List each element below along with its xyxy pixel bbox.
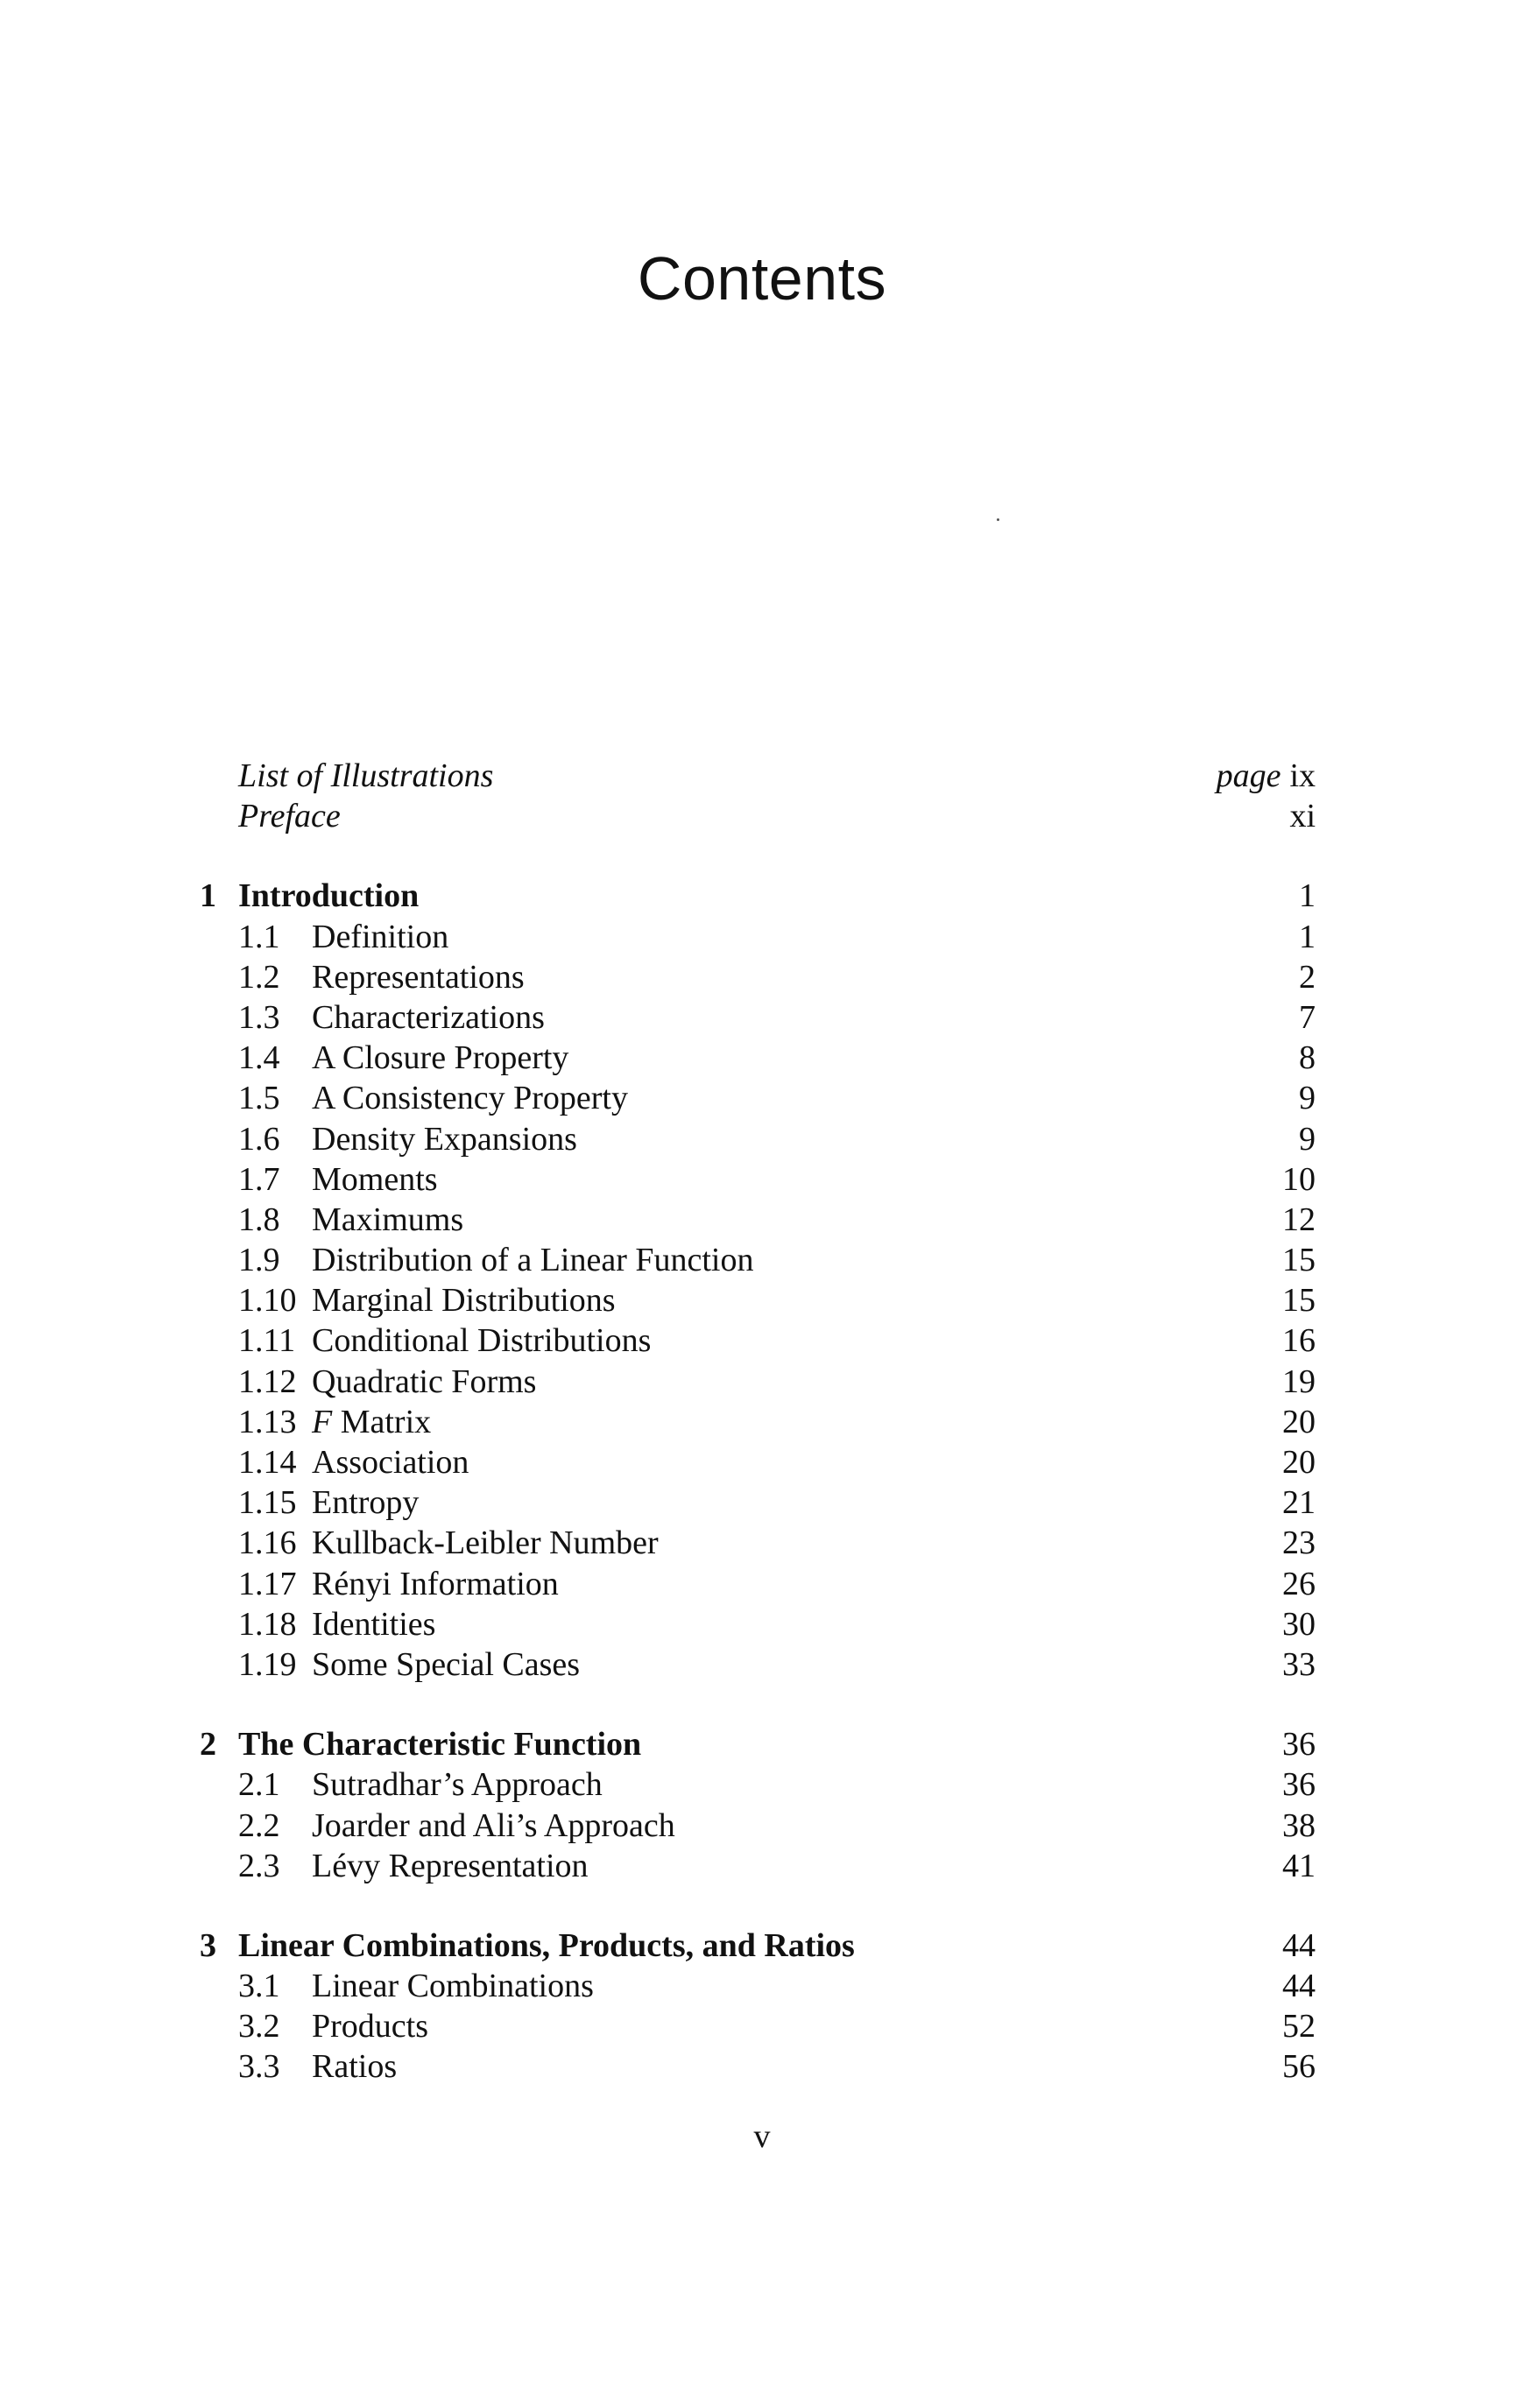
toc-section-row[interactable] <box>200 957 1316 997</box>
section-number: 1.5 <box>238 1080 280 1117</box>
section-number: 3.2 <box>238 2008 280 2045</box>
chapter-number: 3 <box>200 1926 216 1964</box>
section-page: 33 <box>1282 1645 1316 1683</box>
section-title-text: Matrix <box>340 1403 432 1440</box>
section-title: A Closure Property <box>312 1039 569 1077</box>
chapter-page: 44 <box>1282 1926 1316 1964</box>
toc-section-row[interactable] <box>200 1846 1316 1886</box>
section-number: 1.19 <box>238 1645 297 1683</box>
section-page: 38 <box>1282 1806 1316 1844</box>
section-page: 20 <box>1282 1403 1316 1440</box>
toc-front-page <box>1217 756 1316 796</box>
section-number: 1.1 <box>238 918 280 955</box>
section-page: 41 <box>1282 1847 1316 1884</box>
table-of-contents <box>200 756 1316 2088</box>
toc-section-row[interactable] <box>200 1078 1316 1118</box>
stray-dot <box>997 518 999 521</box>
section-title: Quadratic Forms <box>312 1362 537 1400</box>
toc-section-row[interactable] <box>200 1240 1316 1280</box>
section-page: 16 <box>1282 1322 1316 1360</box>
section-title: Distribution of a Linear Function <box>312 1242 754 1279</box>
toc-section-row[interactable] <box>200 1362 1316 1402</box>
section-title: Joarder and Ali’s Approach <box>312 1806 675 1844</box>
section-number: 1.12 <box>238 1362 297 1400</box>
toc-section-row[interactable] <box>200 997 1316 1038</box>
section-title: Ratios <box>312 2048 398 2086</box>
section-number: 3.3 <box>238 2048 280 2086</box>
section-page: 19 <box>1282 1362 1316 1400</box>
toc-section-row[interactable] <box>200 1644 1316 1685</box>
toc-front-label: Preface <box>238 798 341 835</box>
section-number: 1.17 <box>238 1565 297 1602</box>
section-title: Sutradhar’s Approach <box>312 1766 603 1804</box>
toc-section-row[interactable] <box>200 2046 1316 2087</box>
section-number: 2.3 <box>238 1847 280 1884</box>
section-title: Representations <box>312 958 525 996</box>
section-page: 7 <box>1299 998 1316 1036</box>
section-number: 1.18 <box>238 1605 297 1643</box>
section-number: 1.15 <box>238 1484 297 1522</box>
chapter-page: 36 <box>1282 1726 1316 1764</box>
section-number: 1.4 <box>238 1039 280 1077</box>
toc-section-row[interactable] <box>200 1764 1316 1805</box>
section-title: Lévy Representation <box>312 1847 589 1884</box>
section-number: 1.10 <box>238 1282 297 1320</box>
toc-section-row[interactable] <box>200 1564 1316 1604</box>
section-page: 21 <box>1282 1484 1316 1522</box>
section-page: 8 <box>1299 1039 1316 1077</box>
toc-section-row[interactable] <box>200 2006 1316 2046</box>
section-number: 1.13 <box>238 1403 297 1440</box>
toc-section-row[interactable] <box>200 1159 1316 1200</box>
toc-chapter-row[interactable] <box>200 1724 1316 1764</box>
toc-front-page: xi <box>1289 798 1316 835</box>
section-title: Definition <box>312 918 449 955</box>
section-page: 2 <box>1299 958 1316 996</box>
section-page: 23 <box>1282 1524 1316 1562</box>
section-page: 9 <box>1299 1120 1316 1158</box>
section-page: 52 <box>1282 2008 1316 2045</box>
section-title: Entropy <box>312 1484 420 1522</box>
section-number: 1.9 <box>238 1242 280 1279</box>
toc-section-row[interactable] <box>200 1280 1316 1320</box>
toc-section-row[interactable] <box>200 1482 1316 1523</box>
section-title: Conditional Distributions <box>312 1322 652 1360</box>
chapter-number: 1 <box>200 877 216 915</box>
chapter-title: Introduction <box>238 877 420 915</box>
section-number: 1.8 <box>238 1200 280 1238</box>
toc-section-row[interactable] <box>200 1200 1316 1240</box>
toc-section-row[interactable] <box>200 1402 1316 1442</box>
section-number: 1.6 <box>238 1120 280 1158</box>
section-title: Identities <box>312 1605 436 1643</box>
section-title: Some Special Cases <box>312 1645 581 1683</box>
section-title: Marginal Distributions <box>312 1282 616 1320</box>
section-title: Association <box>312 1444 469 1481</box>
section-number: 1.2 <box>238 958 280 996</box>
toc-section-row[interactable] <box>200 1604 1316 1644</box>
page-word: page <box>1216 757 1281 794</box>
chapter-title: The Characteristic Function <box>238 1726 642 1764</box>
page-number: ix <box>1289 757 1316 794</box>
section-title: Products <box>312 2008 428 2045</box>
section-number: 1.16 <box>238 1524 297 1562</box>
section-page: 30 <box>1282 1605 1316 1643</box>
section-page: 56 <box>1282 2048 1316 2086</box>
toc-front-row[interactable] <box>200 796 1316 836</box>
chapter-number: 2 <box>200 1726 216 1764</box>
section-page: 9 <box>1299 1080 1316 1117</box>
page-title: Contents <box>637 244 887 313</box>
section-page: 10 <box>1282 1160 1316 1198</box>
section-title-italic: F <box>312 1403 333 1440</box>
section-number: 2.2 <box>238 1806 280 1844</box>
toc-chapters <box>200 876 1316 2087</box>
section-page: 44 <box>1282 1968 1316 2005</box>
section-page: 15 <box>1282 1242 1316 1279</box>
section-page: 26 <box>1282 1565 1316 1602</box>
section-page: 36 <box>1282 1766 1316 1804</box>
section-number: 3.1 <box>238 1968 280 2005</box>
section-title: Density Expansions <box>312 1120 577 1158</box>
section-title <box>312 1402 431 1442</box>
section-number: 1.3 <box>238 998 280 1036</box>
toc-chapter-row[interactable] <box>200 1926 1316 1966</box>
toc-section-row[interactable] <box>200 1320 1316 1361</box>
section-number: 1.11 <box>238 1322 296 1360</box>
section-page: 1 <box>1299 918 1316 955</box>
toc-section-row[interactable] <box>200 1119 1316 1159</box>
toc-section-row[interactable] <box>200 1442 1316 1482</box>
section-title: Maximums <box>312 1200 464 1238</box>
toc-section-row[interactable] <box>200 1806 1316 1846</box>
section-title: Moments <box>312 1160 438 1198</box>
toc-section-row[interactable] <box>200 1523 1316 1563</box>
section-title: Characterizations <box>312 998 545 1036</box>
chapter-page: 1 <box>1299 877 1316 915</box>
chapter-title: Linear Combinations, Products, and Ratios <box>238 1926 855 1964</box>
section-title: Rényi Information <box>312 1565 559 1602</box>
section-title: Linear Combinations <box>312 1968 594 2005</box>
section-page: 15 <box>1282 1282 1316 1320</box>
section-page: 12 <box>1282 1200 1316 1238</box>
section-title: Kullback-Leibler Number <box>312 1524 659 1562</box>
page-folio: v <box>753 2118 771 2155</box>
section-title: A Consistency Property <box>312 1080 628 1117</box>
section-number: 2.1 <box>238 1766 280 1804</box>
toc-section-row[interactable] <box>200 1038 1316 1078</box>
toc-section-row[interactable] <box>200 1966 1316 2006</box>
toc-section-row[interactable] <box>200 917 1316 957</box>
toc-front-row[interactable] <box>200 756 1316 796</box>
section-page: 20 <box>1282 1444 1316 1481</box>
section-number: 1.14 <box>238 1444 297 1481</box>
toc-front-label: List of Illustrations <box>238 757 494 794</box>
toc-chapter-row[interactable] <box>200 876 1316 916</box>
section-number: 1.7 <box>238 1160 280 1198</box>
